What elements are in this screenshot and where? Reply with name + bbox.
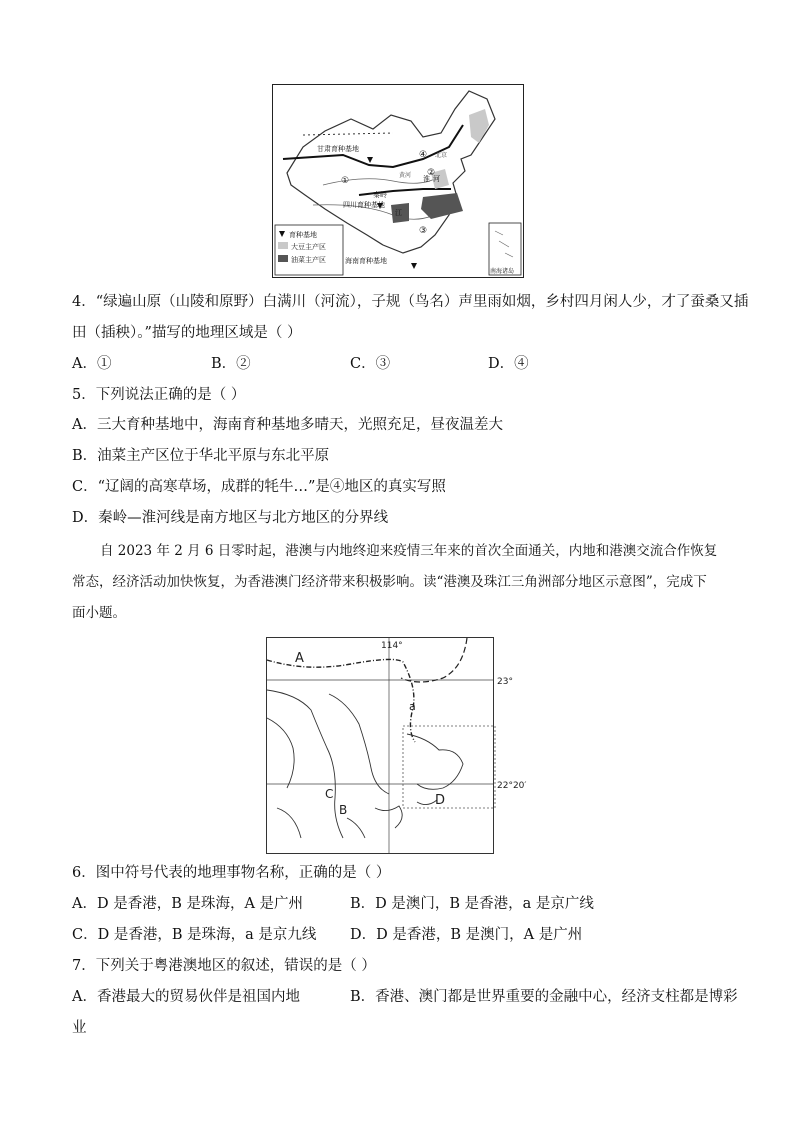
label-C: C [325, 787, 334, 801]
q5-option-d[interactable]: D．秦岭—淮河线是南方地区与北方地区的分界线 [72, 510, 389, 526]
legend-soy-swatch [278, 242, 288, 249]
label-lat-2220: 22°20′ [497, 781, 527, 791]
q5-option-c[interactable]: C．“辽阔的高寒草场，成群的牦牛…”是④地区的真实写照 [72, 479, 446, 495]
label-a: a [409, 700, 416, 713]
label-jiang: 江 [395, 209, 402, 217]
label-A: A [295, 651, 304, 666]
q7-option-a[interactable]: A．香港最大的贸易伙伴是祖国内地 [72, 989, 300, 1005]
q6-option-a[interactable]: A．D 是香港，B 是珠海，A 是广州 [72, 896, 304, 912]
boundary-line [401, 638, 467, 682]
label-sichuan: 四川育种基地 [343, 201, 385, 209]
intro-line3: 面小题。 [72, 605, 126, 621]
label-hainan: 海南育种基地 [345, 257, 387, 265]
prd-map-svg [267, 638, 527, 853]
q7-option-b[interactable]: B．香港、澳门都是世界重要的金融中心，经济支柱都是博彩 [350, 989, 738, 1005]
q4-option-b[interactable]: B．② [211, 356, 251, 372]
region-4: ④ [419, 150, 428, 160]
label-small2: 黄河 [399, 172, 412, 179]
q4-option-d[interactable]: D．④ [488, 356, 529, 372]
label-qinling: 秦岭 [373, 191, 387, 199]
intro-line2: 常态，经济活动加快恢复，为香港澳门经济带来积极影响。读“港澳及珠江三角洲部分地区示意图”，完成下 [72, 574, 707, 590]
q4-stem-line2: 田（插秧）。”描写的地理区域是（ ） [72, 325, 302, 341]
q5-stem: 5．下列说法正确的是（ ） [72, 387, 246, 403]
q5-option-b[interactable]: B．油菜主产区位于华北平原与东北平原 [72, 448, 330, 464]
legend-rape-label: 油菜主产区 [291, 256, 326, 264]
legend-base-label: 育种基地 [289, 231, 317, 239]
q6-option-b[interactable]: B．D 是澳门，B 是香港，a 是京广线 [350, 896, 594, 912]
label-huai: 淮 [423, 175, 430, 183]
rape-region-east [421, 193, 463, 219]
railway-line [267, 659, 415, 742]
label-small1: 北京 [435, 152, 448, 159]
label-lat-23: 23° [497, 677, 513, 687]
china-map-svg [273, 85, 523, 277]
q6-option-c[interactable]: C．D 是香港，B 是珠海，a 是京九线 [72, 927, 317, 943]
hainan-base-marker [411, 263, 417, 269]
intro-line1: 自 2023 年 2 月 6 日零时起，港澳与内地终迎来疫情三年来的首次全面通关，内地和港澳交流合作恢复 [100, 543, 718, 559]
china-breeding-map [272, 84, 524, 278]
label-B: B [339, 803, 348, 817]
region-3: ③ [419, 226, 428, 236]
legend-soy-label: 大豆主产区 [291, 243, 326, 251]
label-he: 河 [433, 175, 440, 183]
q6-option-d[interactable]: D．D 是香港，B 是澳门，A 是广州 [350, 927, 583, 943]
region-2: ② [427, 168, 436, 178]
q4-option-c[interactable]: C．③ [350, 356, 391, 372]
legend-rape-swatch [278, 255, 288, 262]
south-sea-label: 南海诸岛 [490, 268, 515, 275]
hk-dotted-box [403, 726, 495, 808]
q7-option-b-cont: 业 [72, 1020, 87, 1036]
region-1: ① [341, 176, 350, 186]
label-lon-114: 114° [381, 641, 403, 651]
label-gansu: 甘肃育种基地 [317, 145, 359, 153]
q4-stem-line1: 4．“绿遍山原（山陵和原野）白满川（河流），子规（鸟名）声里雨如烟，乡村四月闲人少，才了蚕桑又插 [72, 294, 749, 310]
prd-map [266, 637, 527, 854]
label-D: D [435, 793, 446, 808]
q6-stem: 6．图中符号代表的地理事物名称，正确的是（ ） [72, 865, 391, 881]
q4-option-a[interactable]: A．① [72, 356, 112, 372]
q7-stem: 7．下列关于粤港澳地区的叙述，错误的是（ ） [72, 958, 376, 974]
q5-option-a[interactable]: A．三大育种基地中，海南育种基地多晴天，光照充足，昼夜温差大 [72, 417, 503, 433]
